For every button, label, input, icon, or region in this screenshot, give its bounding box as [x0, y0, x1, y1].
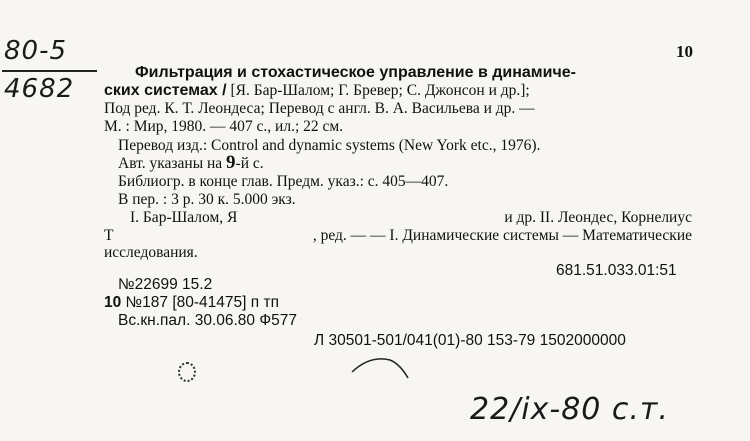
order-line1: №22699 15.2 — [118, 276, 213, 293]
entry-editors-line: Под ред. К. Т. Леондеса; Перевод с англ. В. А. Васильева и др. — — [104, 100, 535, 117]
tracing-subjects: , ред. — — I. Динамические системы — Математические — [312, 227, 692, 244]
call-number-divider — [2, 70, 97, 72]
handwritten-date-note: 22/ix-80 с.т. — [470, 392, 669, 427]
page-number: 10 — [676, 42, 693, 61]
entry-tracings-line2 — [104, 227, 692, 245]
entry-tracings-line1 — [130, 209, 692, 227]
handwritten-page-mark: 9 — [226, 152, 236, 173]
order-line3: Вс.кн.пал. 30.06.80 Ф577 — [118, 312, 297, 329]
entry-original-title: Перевод изд.: Control and dynamic systems (New York etc., 1976). — [118, 137, 541, 154]
entry-title-line2 — [104, 82, 530, 100]
entry-title-end: ских системах / — [104, 82, 227, 99]
ink-smudge — [178, 362, 196, 382]
order-number: 10 — [104, 294, 122, 311]
authors-note-suffix: -й с. — [235, 155, 264, 172]
entry-title-line1: Фильтрация и стохастическое управление в динамиче- — [135, 64, 576, 81]
tracing-others: и др. II. Леондес, Корнелиус — [504, 209, 692, 226]
entry-authors-note — [118, 154, 264, 173]
authors-note-prefix: Авт. указаны на — [118, 155, 227, 172]
handwritten-call-number-top: 80-5 — [4, 36, 68, 66]
handwritten-call-number-bottom: 4682 — [4, 74, 75, 104]
entry-bibliography-line: Библиогр. в конце глав. Предм. указ.: с. 405—407. — [118, 173, 449, 190]
classification-code: Л 30501-501/041(01)-80 153-79 1502000000 — [314, 332, 626, 349]
order-details: №187 [80-41475] п тп — [121, 294, 279, 311]
order-line2 — [104, 294, 279, 312]
entry-tracings-line3: исследования. — [104, 244, 198, 261]
tracing-initial: Т — [104, 227, 114, 244]
entry-authors: [Я. Бар-Шалом; Г. Бревер; С. Джонсон и др.]; — [226, 82, 530, 99]
udc-index: 681.51.033.01:51 — [556, 262, 677, 279]
entry-imprint-line: М. : Мир, 1980. — 407 с., ил.; 22 см. — [104, 118, 344, 135]
entry-price-line: В пер. : 3 р. 30 к. 5.000 экз. — [118, 191, 296, 208]
tracing-author: I. Бар-Шалом, Я — [130, 209, 238, 226]
pen-stroke — [350, 350, 410, 380]
